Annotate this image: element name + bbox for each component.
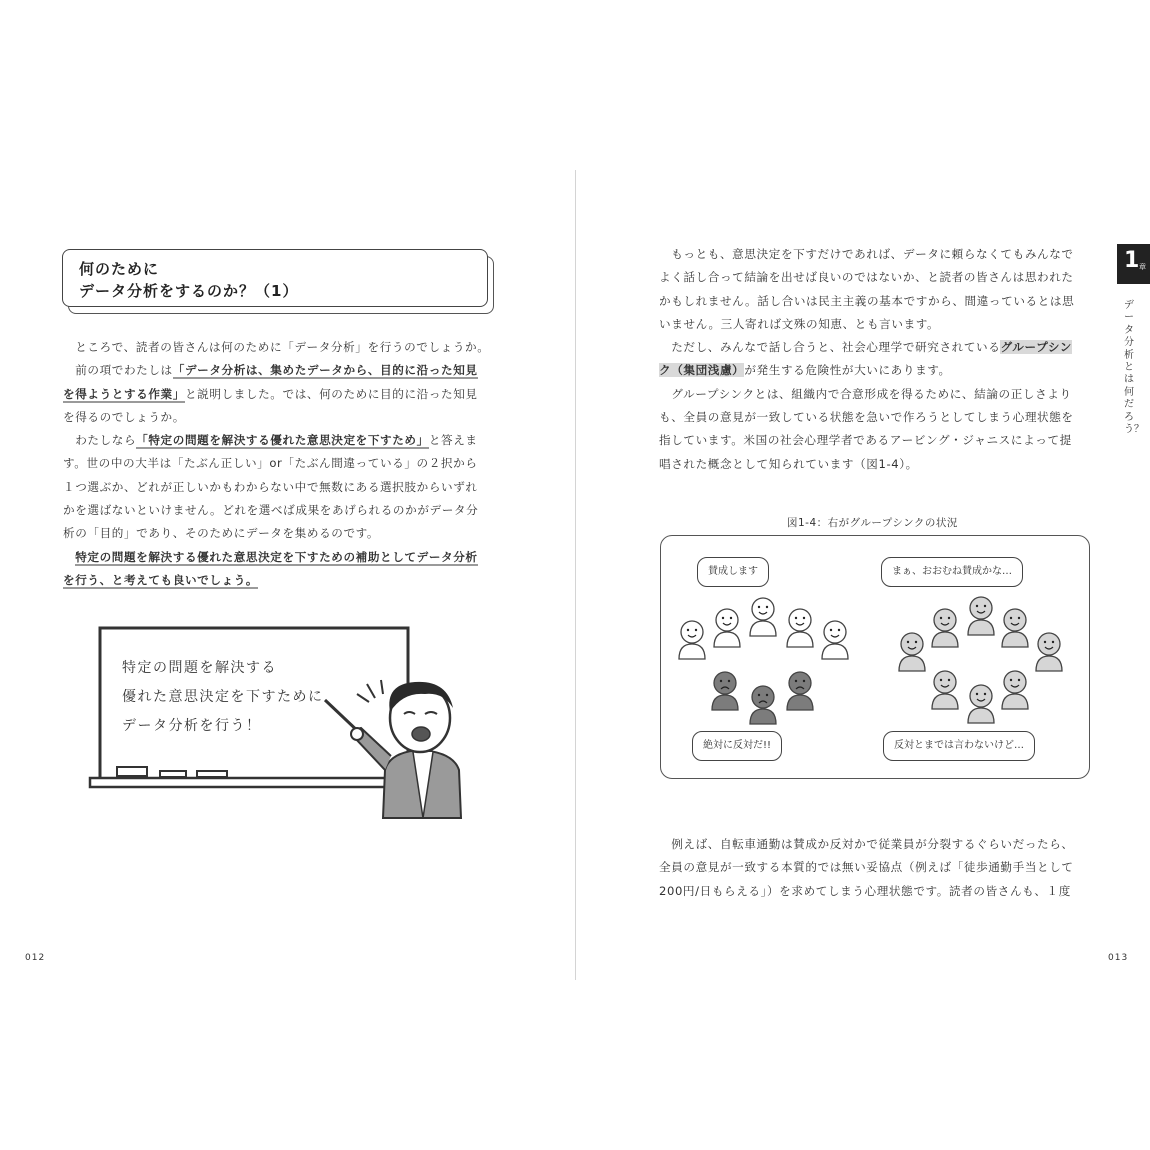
person-conform-icon bbox=[932, 671, 958, 709]
paragraph-example bbox=[659, 833, 1074, 903]
text-segment: 唱された概念として知られています（図1-4）。 bbox=[659, 456, 918, 471]
text-segment: かもしれません。話し合いは民主主義の基本ですから、間違っているとは思 bbox=[659, 293, 1075, 308]
person-conform-icon bbox=[1036, 633, 1062, 671]
person-oppose-icon bbox=[750, 686, 776, 724]
text-segment: ところで、読者の皆さんは何のために「データ分析」を行うのでしょうか。 bbox=[63, 340, 490, 354]
bubble-mostly-agree: まぁ、おおむね賛成かな… bbox=[881, 557, 1023, 587]
text-segment: 指しています。米国の社会心理学者であるアービング・ジャニスによって提 bbox=[659, 433, 1072, 448]
text-segment: １つ選ぶか、どれが正しいかもわからない中で無数にある選択肢からいずれ bbox=[63, 479, 478, 494]
figure-caption: 図1-4：右がグループシンクの状況 bbox=[787, 517, 958, 529]
shaded-term: ク（集団浅慮） bbox=[659, 363, 745, 378]
bubble-strongly-oppose: 絶対に反対だ!! bbox=[692, 731, 782, 761]
shaded-term: グループシン bbox=[1000, 340, 1072, 355]
text-line bbox=[659, 856, 1074, 879]
heading-line-2: データ分析をするのか？（1） bbox=[79, 282, 299, 300]
page-number-right: 013 bbox=[1108, 953, 1129, 963]
highlighted-text: を行う、と考えても良いでしょう。 bbox=[63, 572, 259, 587]
whiteboard-line-2: 優れた意思決定を下すために bbox=[122, 689, 324, 705]
text-segment: 200円/日もらえる」）を求めてしまう心理状態です。読者の皆さんも、１度 bbox=[659, 883, 1071, 898]
text-segment: と説明しました。では、何のために目的に沿った知見 bbox=[184, 386, 478, 401]
highlighted-text: 「データ分析は、集めたデータから、目的に沿った知見 bbox=[172, 363, 478, 378]
person-conform-icon bbox=[932, 609, 958, 647]
bubble-agree: 賛成します bbox=[697, 557, 769, 587]
vertical-chapter-title: データ分析とは何だろう？ bbox=[1124, 300, 1144, 436]
highlighted-text: 特定の問題を解決する優れた意思決定を下すための補助としてデータ分析 bbox=[75, 549, 478, 564]
person-conform-icon bbox=[899, 633, 925, 671]
text-segment: 前の項でわたしは bbox=[63, 363, 173, 378]
text-line bbox=[659, 833, 1074, 856]
highlighted-text: 「特定の問題を解決する優れた意思決定を下すため」 bbox=[136, 433, 429, 448]
person-agree-icon bbox=[822, 621, 848, 659]
text-line bbox=[659, 880, 1074, 903]
page-number-left: 012 bbox=[25, 953, 46, 963]
whiteboard-line-1: 特定の問題を解決する bbox=[122, 660, 277, 676]
person-oppose-icon bbox=[787, 672, 813, 710]
person-agree-icon bbox=[679, 621, 705, 659]
person-conform-icon bbox=[1002, 671, 1028, 709]
person-conform-icon bbox=[968, 685, 994, 723]
text-segment: が発生する危険性が大いにあります。 bbox=[744, 363, 951, 378]
chapter-label: 章 bbox=[1139, 263, 1146, 271]
text-segment: わたしなら bbox=[63, 433, 137, 448]
text-segment: 析の「目的」であり、そのためにデータを集めるのです。 bbox=[63, 526, 380, 541]
text-segment: よく話し合って結論を出せば良いのではないか、と読者の皆さんは思われた bbox=[659, 270, 1074, 285]
text-segment: も、全員の意見が一致している状態を急いで作ろうとしてしまう心理状態を bbox=[659, 410, 1074, 425]
person-conform-icon bbox=[1002, 609, 1028, 647]
person-oppose-icon bbox=[712, 672, 738, 710]
text-segment: もっとも、意思決定を下すだけであれば、データに頼らなくてもみんなで bbox=[659, 247, 1074, 261]
person-conform-icon bbox=[968, 597, 994, 635]
person-agree-icon bbox=[750, 598, 776, 636]
text-segment: と答えま bbox=[428, 433, 478, 448]
text-segment: いません。三人寄れば文殊の知恵、とも言います。 bbox=[659, 316, 940, 331]
text-segment: を得るのでしょうか。 bbox=[63, 409, 185, 424]
bubble-not-oppose: 反対とまでは言わないけど… bbox=[883, 731, 1035, 761]
person-agree-icon bbox=[714, 609, 740, 647]
chapter-number: 1 bbox=[1124, 248, 1140, 273]
text-segment: かを選ばないといけません。どれを選べば成果をあげられるのかがデータ分 bbox=[63, 503, 479, 518]
person-agree-icon bbox=[787, 609, 813, 647]
text-segment: 例えば、自転車通勤は賛成か反対かで従業員が分裂するぐらいだったら、 bbox=[659, 837, 1074, 851]
text-segment: す。世の中の大半は「たぶん正しい」or「たぶん間違っている」の２択から bbox=[63, 456, 478, 471]
text-segment: ただし、みんなで話し合うと、社会心理学で研究されている bbox=[659, 340, 1001, 355]
text-segment: 全員の意見が一致する本質的では無い妥協点（例えば「徒歩通勤手当として bbox=[659, 860, 1074, 875]
whiteboard-line-3: データ分析を行う！ bbox=[122, 718, 262, 734]
heading-line-1: 何のために bbox=[79, 260, 160, 278]
text-segment: グループシンクとは、組織内で合意形成を得るために、結論の正しさより bbox=[659, 386, 1072, 401]
highlighted-text: を得ようとする作業」 bbox=[63, 386, 185, 401]
